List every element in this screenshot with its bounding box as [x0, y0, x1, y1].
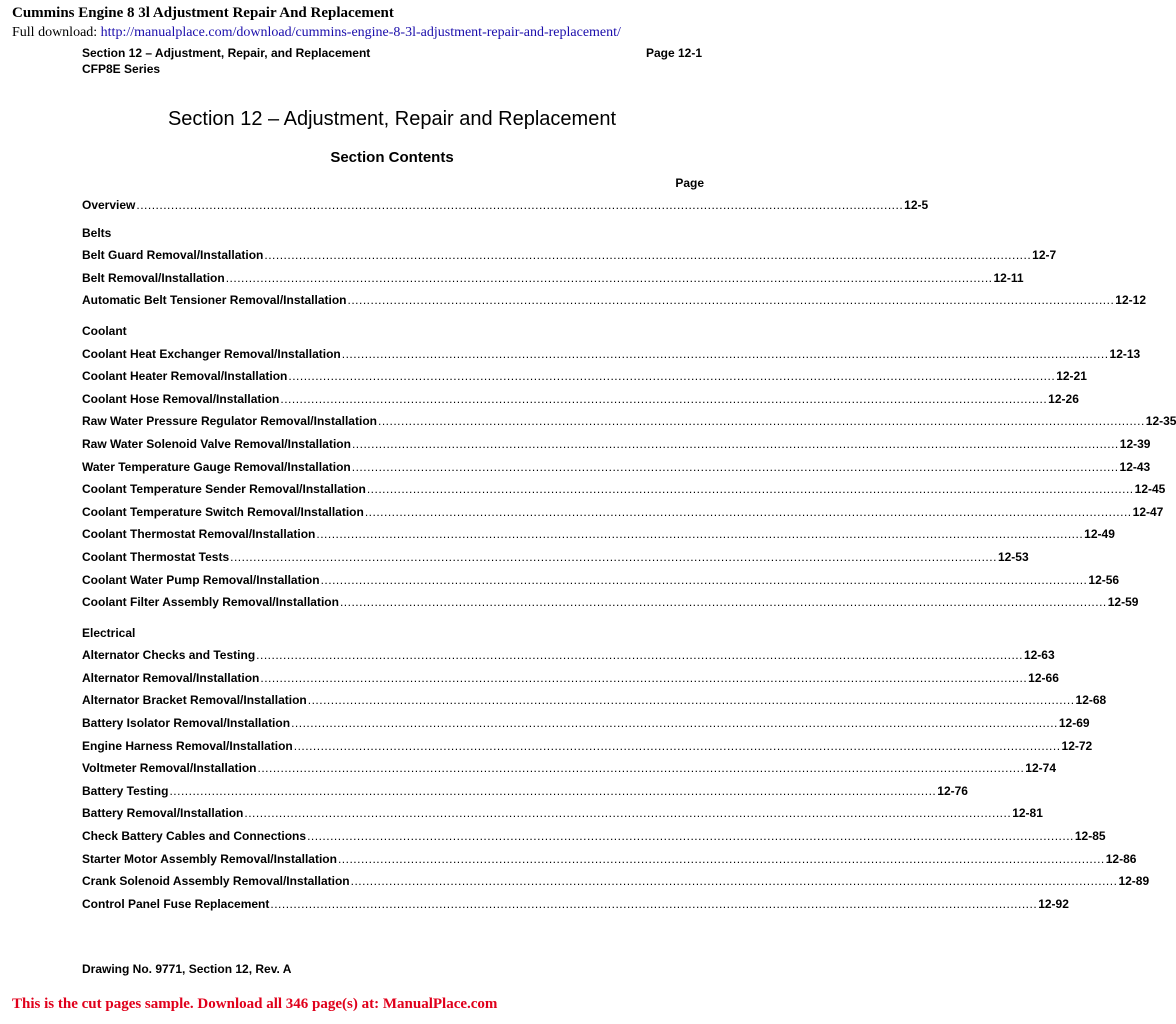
toc-entry[interactable] [82, 436, 1151, 460]
toc-entry-page: 12-21 [1056, 369, 1087, 384]
toc-entry[interactable] [82, 693, 1107, 716]
toc-entry[interactable] [82, 738, 1093, 762]
toc-leader-dots: ........................................................................................................................................................................................................ [244, 806, 1012, 821]
toc-leader-dots: ........................................................................................................................................................................................................ [337, 851, 1105, 866]
toc-entry-page: 12-56 [1088, 572, 1120, 587]
toc-entry[interactable] [82, 896, 1069, 920]
toc-leader-dots: ........................................................................................................................................................................................................ [320, 572, 1088, 587]
toc-entry[interactable] [82, 293, 1146, 316]
toc-entry-label: Belt Removal/Installation [82, 270, 225, 285]
toc-entry-page: 12-68 [1075, 693, 1107, 708]
toc-entry-label: Alternator Checks and Testing [82, 648, 256, 663]
toc-leader-dots: ........................................................................................................................................................................................................ [225, 270, 993, 285]
toc-leader-dots: ........................................................................................................................................................................................................ [291, 716, 1058, 731]
toc-entry-page: 12-72 [1061, 738, 1093, 753]
toc-entry[interactable] [82, 761, 1056, 784]
toc-leader-dots: ........................................................................................................................................................................................................ [230, 549, 997, 564]
toc-leader-dots: ........................................................................................................................................................................................................ [316, 527, 1084, 542]
toc-entry-page: 12-59 [1107, 595, 1139, 610]
download-link[interactable]: http://manualplace.com/download/cummins-engine-8-3l-adjustment-repair-and-replacement/ [100, 25, 621, 40]
toc-entry-page: 12-26 [1048, 391, 1079, 406]
toc-entry[interactable] [82, 670, 1059, 694]
toc-leader-dots: ........................................................................................................................................................................................................ [307, 693, 1075, 708]
page-column-label: Page [675, 176, 704, 190]
toc-entry-label: Alternator Removal/Installation [82, 670, 260, 685]
download-label: Full download: [12, 25, 98, 40]
toc-entry-label: Check Battery Cables and Connections [82, 829, 307, 844]
toc-leader-dots: ........................................................................................................................................................................................................ [256, 648, 1023, 663]
toc-leader-dots: ........................................................................................................................................................................................................ [350, 874, 1118, 889]
toc-leader-dots: ........................................................................................................................................................................................................ [347, 293, 1115, 308]
toc-entry-page: 12-47 [1132, 504, 1164, 519]
toc-entry[interactable] [82, 572, 1120, 596]
toc-entry-page: 12-43 [1119, 459, 1151, 474]
toc-entry-label: Water Temperature Gauge Removal/Installation [82, 459, 351, 474]
toc-entry-page: 12-92 [1038, 896, 1069, 911]
toc-leader-dots: ........................................................................................................................................................................................................ [270, 896, 1038, 911]
toc-entry-label: Starter Motor Assembly Removal/Installation [82, 851, 337, 866]
toc-leader-dots: ........................................................................................................................................................................................................ [136, 198, 904, 212]
toc-entry-label: Belt Guard Removal/Installation [82, 248, 264, 263]
toc-leader-dots: ........................................................................................................................................................................................................ [351, 436, 1119, 451]
toc-entry-label: Overview [82, 198, 136, 212]
toc-entry[interactable] [82, 346, 1141, 370]
toc-leader-dots: ........................................................................................................................................................................................................ [307, 829, 1074, 844]
toc-leader-dots: ........................................................................................................................................................................................................ [377, 414, 1145, 429]
toc-entry[interactable] [82, 391, 1079, 415]
toc-entry-page: 12-63 [1023, 648, 1055, 663]
toc-entry-page: 12-53 [997, 549, 1029, 564]
toc-entry-page: 12-5 [904, 198, 929, 212]
toc-entry-label: Voltmeter Removal/Installation [82, 761, 257, 776]
toc-entry[interactable] [82, 716, 1090, 739]
toc-leader-dots: ........................................................................................................................................................................................................ [364, 504, 1132, 519]
toc-entry[interactable] [82, 874, 1150, 897]
toc-leader-dots: ........................................................................................................................................................................................................ [351, 459, 1119, 474]
toc-entry-label: Crank Solenoid Assembly Removal/Installation [82, 874, 350, 889]
drawing-number: Drawing No. 9771, Section 12, Rev. A [82, 962, 292, 976]
toc-entry-page: 12-11 [993, 270, 1024, 285]
toc-entry-label: Coolant Temperature Switch Removal/Installation [82, 504, 364, 519]
toc-leader-dots: ........................................................................................................................................................................................................ [257, 761, 1025, 776]
toc-entry-overview[interactable] [82, 198, 929, 221]
toc-leader-dots: ........................................................................................................................................................................................................ [260, 670, 1028, 685]
toc-category-heading: Electrical [82, 625, 136, 640]
toc-leader-dots: ........................................................................................................................................................................................................ [264, 248, 1032, 263]
toc-entry[interactable] [82, 369, 1087, 392]
toc-entry-label: Coolant Thermostat Removal/Installation [82, 527, 316, 542]
toc-entry-page: 12-69 [1058, 716, 1090, 731]
toc-entry[interactable] [82, 648, 1055, 671]
toc-entry[interactable] [82, 482, 1166, 505]
toc-entry-label: Automatic Belt Tensioner Removal/Installation [82, 293, 347, 308]
toc-entry[interactable] [82, 527, 1115, 550]
toc-entry-label: Coolant Heater Removal/Installation [82, 369, 288, 384]
toc-entry-page: 12-12 [1115, 293, 1146, 308]
toc-entry-label: Coolant Water Pump Removal/Installation [82, 572, 320, 587]
toc-entry-page: 12-81 [1012, 806, 1043, 821]
toc-entry[interactable] [82, 595, 1139, 618]
running-header-section: Section 12 – Adjustment, Repair, and Replacement [82, 46, 371, 60]
toc-entry-label: Coolant Temperature Sender Removal/Installation [82, 482, 366, 497]
toc-leader-dots: ........................................................................................................................................................................................................ [293, 738, 1061, 753]
toc-entry-label: Coolant Thermostat Tests [82, 549, 230, 564]
running-header-page-number: Page 12-1 [645, 46, 702, 60]
toc-entry-page: 12-76 [937, 783, 968, 798]
toc-entry-label: Control Panel Fuse Replacement [82, 896, 270, 911]
toc-entry-label: Engine Harness Removal/Installation [82, 738, 293, 753]
toc-entry[interactable] [82, 851, 1137, 875]
toc-entry[interactable] [82, 459, 1151, 483]
document-title: Section 12 – Adjustment, Repair and Replacement [167, 108, 617, 130]
table-of-contents [82, 198, 1176, 919]
toc-entry-label: Battery Removal/Installation [82, 806, 244, 821]
toc-entry[interactable] [82, 248, 1057, 271]
toc-entry-label: Coolant Hose Removal/Installation [82, 391, 280, 406]
running-header-series: CFP8E Series [82, 62, 161, 76]
toc-entry-page: 12-39 [1119, 436, 1151, 451]
toc-entry[interactable] [82, 270, 1024, 294]
toc-entry[interactable] [82, 549, 1029, 573]
toc-entry-page: 12-89 [1118, 874, 1150, 889]
toc-entry-page: 12-66 [1028, 670, 1059, 685]
toc-entry-label: Raw Water Solenoid Valve Removal/Installation [82, 436, 351, 451]
toc-entry-page: 12-74 [1025, 761, 1056, 776]
toc-entry-page: 12-85 [1074, 829, 1106, 844]
toc-leader-dots: ........................................................................................................................................................................................................ [280, 391, 1048, 406]
toc-entry-label: Battery Testing [82, 783, 169, 798]
toc-entry[interactable] [82, 504, 1164, 528]
toc-entry-page: 12-86 [1105, 851, 1137, 866]
toc-leader-dots: ........................................................................................................................................................................................................ [169, 783, 937, 798]
contents-title: Section Contents [330, 149, 454, 166]
toc-leader-dots: ........................................................................................................................................................................................................ [366, 482, 1134, 497]
promo-download-line [12, 25, 621, 41]
promo-title: Cummins Engine 8 3l Adjustment Repair And Replacement [12, 5, 394, 21]
toc-entry-page: 12-45 [1134, 482, 1166, 497]
toc-entry-label: Coolant Heat Exchanger Removal/Installation [82, 346, 341, 361]
toc-entry[interactable] [82, 806, 1043, 829]
toc-entry-label: Raw Water Pressure Regulator Removal/Installation [82, 414, 377, 429]
toc-entry-page: 12-13 [1109, 346, 1141, 361]
toc-entry[interactable] [82, 414, 1176, 437]
toc-entry-label: Coolant Filter Assembly Removal/Installation [82, 595, 339, 610]
sample-notice: This is the cut pages sample. Download all 346 page(s) at: ManualPlace.com [12, 996, 498, 1012]
toc-sections [82, 225, 1176, 920]
toc-entry[interactable] [82, 829, 1106, 852]
toc-entry[interactable] [82, 783, 968, 807]
toc-leader-dots: ........................................................................................................................................................................................................ [339, 595, 1107, 610]
toc-entry-page: 12-35 [1145, 414, 1176, 429]
toc-category-heading: Belts [82, 225, 112, 240]
toc-entry-label: Battery Isolator Removal/Installation [82, 716, 291, 731]
toc-leader-dots: ........................................................................................................................................................................................................ [341, 346, 1109, 361]
toc-entry-label: Alternator Bracket Removal/Installation [82, 693, 307, 708]
toc-entry-page: 12-49 [1084, 527, 1115, 542]
toc-entry-page: 12-7 [1032, 248, 1057, 263]
toc-leader-dots: ........................................................................................................................................................................................................ [288, 369, 1056, 384]
toc-category-heading: Coolant [82, 323, 127, 338]
